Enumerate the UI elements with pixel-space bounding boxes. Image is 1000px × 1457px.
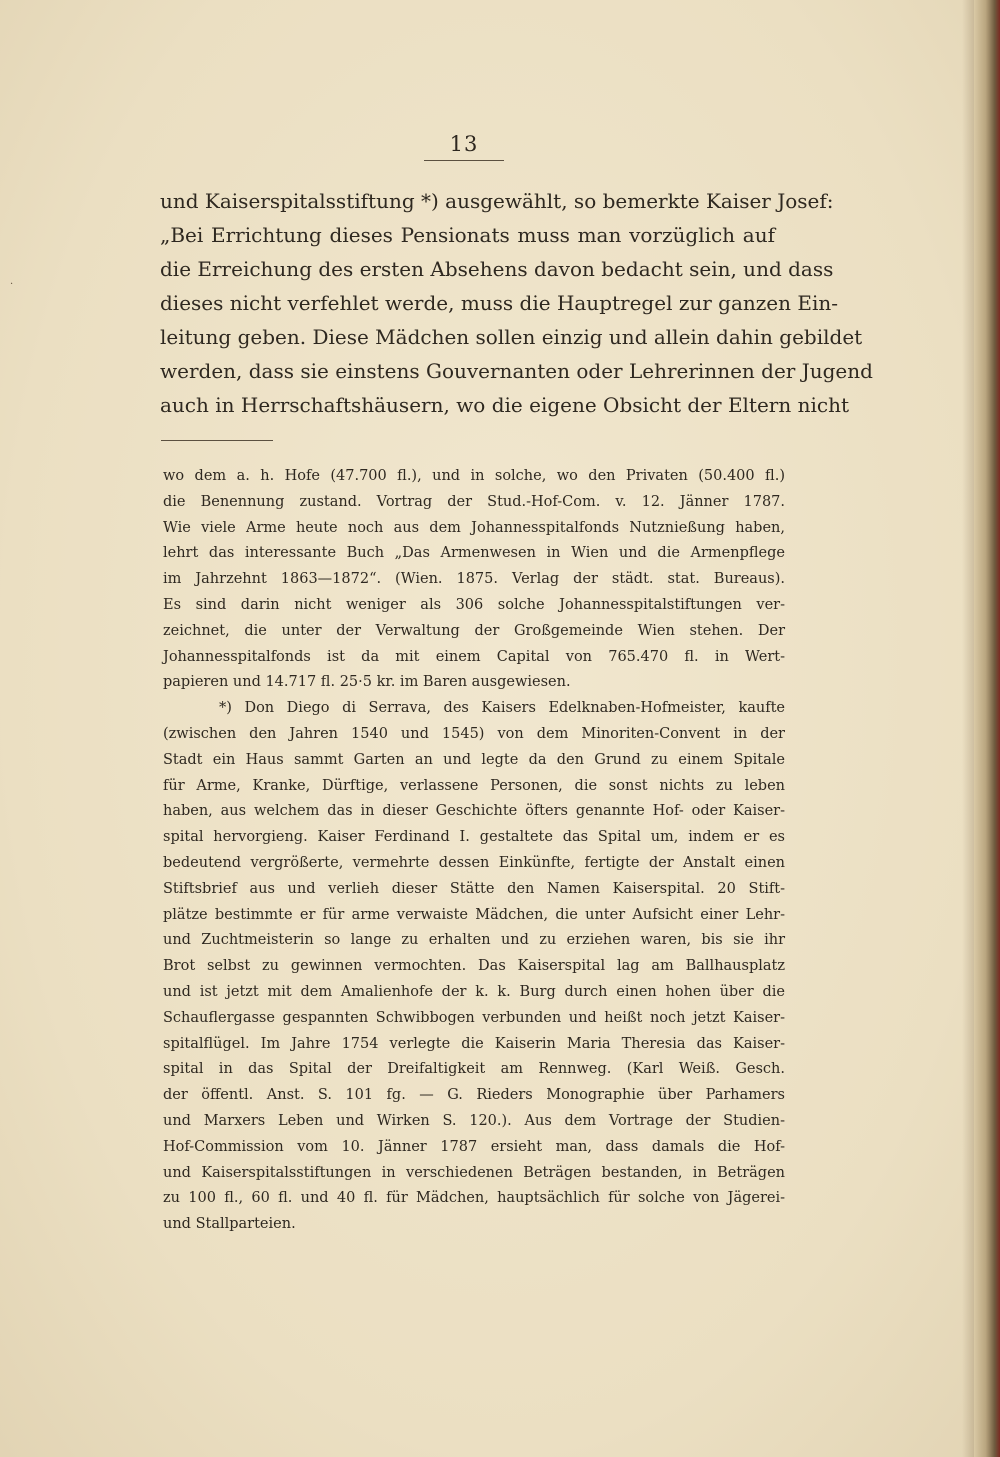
page-edge-shadow <box>962 0 974 1457</box>
main-line: auch in Herrschaftshäusern, wo die eigene Obsicht der Eltern nicht <box>160 393 850 417</box>
footnote-line: Stiftsbrief aus und verlieh dieser Stätte den Namen Kaiserspital. 20 Stift- <box>163 880 785 897</box>
footnote-line: zu 100 fl., 60 fl. und 40 fl. für Mädchen, hauptsächlich für solche von Jägerei- <box>163 1190 785 1207</box>
footnote-separator <box>161 440 273 441</box>
footnote-line: und Kaiserspitalsstiftungen in verschiedenen Beträgen bestanden, in Beträgen <box>163 1164 785 1181</box>
main-line: die Erreichung des ersten Absehens davon bedacht sein, und dass <box>160 257 834 281</box>
page-number-rule <box>424 160 504 161</box>
footnote-line: spitalflügel. Im Jahre 1754 verlegte die Kaiserin Maria Theresia das Kaiser- <box>163 1035 785 1052</box>
book-spine <box>974 0 1000 1457</box>
main-line: leitung geben. Diese Mädchen sollen einzig und allein dahin gebildet <box>160 325 863 349</box>
footnote-line: Schauflergasse gespannten Schwibbogen verbunden und heißt noch jetzt Kaiser- <box>163 1009 785 1026</box>
footnote-line: die Benennung zustand. Vortrag der Stud.-Hof-Com. v. 12. Jänner 1787. <box>163 493 785 510</box>
main-line: und Kaiserspitalsstiftung *) ausgewählt, so bemerkte Kaiser Josef: <box>160 189 834 213</box>
footnote-line: Brot selbst zu gewinnen vermochten. Das Kaiserspital lag am Ballhausplatz <box>163 958 785 975</box>
footnote-line: Wie viele Arme heute noch aus dem Johannesspitalfonds Nutznießung haben, <box>163 519 785 536</box>
footnote-line: und ist jetzt mit dem Amalienhofe der k. k. Burg durch einen hohen über die <box>163 983 785 1000</box>
main-line: dieses nicht verfehlet werde, muss die Hauptregel zur ganzen Ein- <box>160 291 839 315</box>
footnote-line: bedeutend vergrößerte, vermehrte dessen Einkünfte, fertigte der Anstalt einen <box>163 854 785 871</box>
margin-mark: · <box>10 279 14 290</box>
footnote-line: und Zuchtmeisterin so lange zu erhalten und zu erziehen waren, bis sie ihr <box>163 932 785 949</box>
footnote-line: spital in das Spital der Dreifaltigkeit am Rennweg. (Karl Weiß. Gesch. <box>163 1061 785 1078</box>
footnote-line: *) Don Diego di Serrava, des Kaisers Edelknaben-Hofmeister, kaufte <box>219 700 785 717</box>
footnote-line: und Marxers Leben und Wirken S. 120.). Aus dem Vortrage der Studien- <box>163 1112 785 1129</box>
footnote-line: lehrt das interessante Buch „Das Armenwesen in Wien und die Armenpflege <box>163 545 785 562</box>
footnote-line: Hof-Commission vom 10. Jänner 1787 ersieht man, dass damals die Hof- <box>163 1138 785 1155</box>
footnote-line: zeichnet, die unter der Verwaltung der Großgemeinde Wien stehen. Der <box>163 622 785 639</box>
footnote-line: Es sind darin nicht weniger als 306 solche Johannesspitalstiftungen ver- <box>163 596 785 613</box>
footnote-line: (zwischen den Jahren 1540 und 1545) von dem Minoriten-Convent in der <box>163 725 785 742</box>
footnote-line: für Arme, Kranke, Dürftige, verlassene Personen, die sonst nichts zu leben <box>163 777 785 794</box>
footnote-line: spital hervorgieng. Kaiser Ferdinand I. gestaltete das Spital um, indem er es <box>163 829 785 846</box>
footnote-line: haben, aus welchem das in dieser Geschichte öfters genannte Hof- oder Kaiser- <box>163 803 785 820</box>
page-number: 13 <box>449 132 479 156</box>
footnote-line: Johannesspitalfonds ist da mit einem Capital von 765.470 fl. in Wert- <box>163 648 785 665</box>
footnote-line: papieren und 14.717 fl. 25·5 kr. im Baren ausgewiesen. <box>163 674 571 691</box>
main-text <box>160 184 873 422</box>
footnote-line: plätze bestimmte er für arme verwaiste Mädchen, die unter Aufsicht einer Lehr- <box>163 906 785 923</box>
main-line: werden, dass sie einstens Gouvernanten oder Lehrerinnen der Jugend <box>160 359 873 383</box>
footnote-line: wo dem a. h. Hofe (47.700 fl.), und in solche, wo den Privaten (50.400 fl.) <box>163 468 785 484</box>
main-line: „Bei Errichtung dieses Pensionats muss man vorzüglich auf <box>160 223 775 247</box>
footnote-line: der öffentl. Anst. S. 101 fg. — G. Rieders Monographie über Parhamers <box>163 1087 785 1104</box>
footnotes <box>163 464 785 1238</box>
footnote-line: Stadt ein Haus sammt Garten an und legte da den Grund zu einem Spitale <box>163 751 785 768</box>
footnote-line: und Stallparteien. <box>163 1216 296 1233</box>
footnote-line: im Jahrzehnt 1863—1872“. (Wien. 1875. Verlag der städt. stat. Bureaus). <box>163 571 785 588</box>
